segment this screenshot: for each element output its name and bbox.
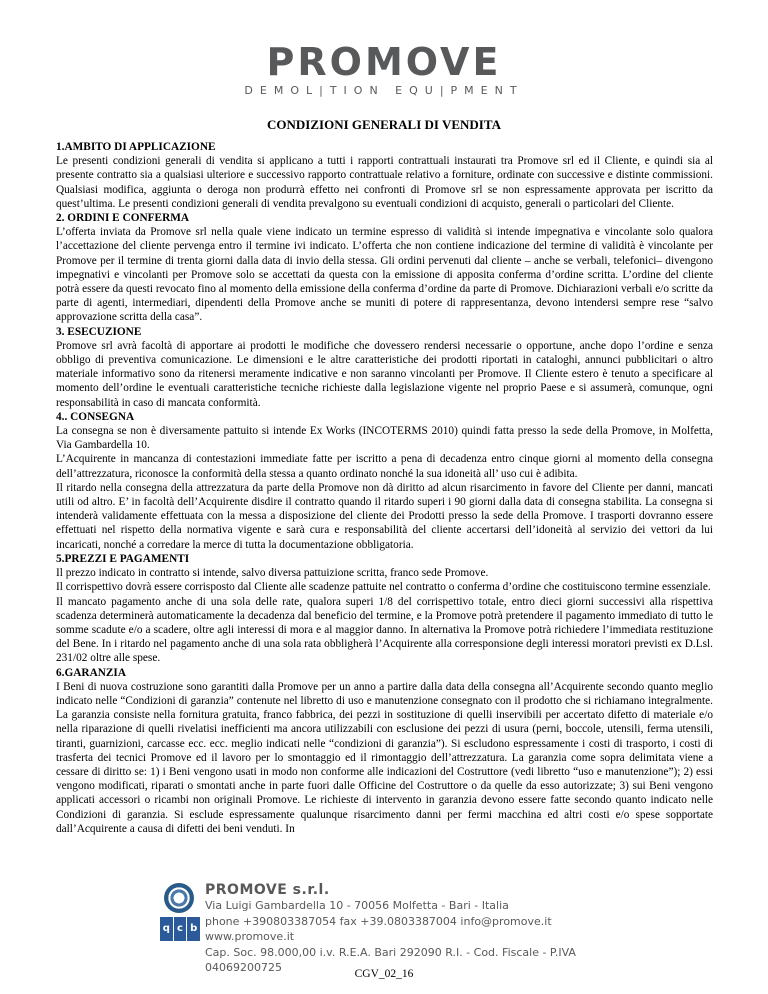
- footer-address: Via Luigi Gambardella 10 - 70056 Molfetta - Bari - Italia: [205, 899, 509, 912]
- qcb-letter: c: [174, 917, 187, 941]
- section-paragraph: Il prezzo indicato in contratto si intende, salvo diversa pattuizione scritta, franco sede Promove.: [56, 567, 489, 580]
- section-garanzia: [56, 666, 713, 836]
- section-paragraph: Il corrispettivo dovrà essere corrisposto dal Cliente alle scadenze pattuite nel contratto o conferma d’ordine che costituiscono termine essenziale.: [56, 581, 711, 594]
- section-heading: 1.AMBITO DI APPLICAZIONE: [56, 141, 216, 153]
- section-consegna: [56, 410, 713, 552]
- footer-legal-info: Cap. Soc. 98.000,00 i.v. R.E.A. Bari 292090 R.I. - Cod. Fiscale - P.IVA 04069200725: [205, 945, 576, 974]
- section-paragraph: L’offerta inviata da Promove srl nella quale viene indicato un termine espresso di validità si intende impegnativa e vincolante solo qualora l’accettazione del cliente pervenga entro il termine ivi indicato. L’offerta che non contiene indicazione del termine di validità è vincolante per Promove per il termine di trenta giorni dalla data di invio della stessa. Gli ordini pervenuti dal cliente – anche se verbali, telefonici– divengono impegnativi e vincolanti per Promove solo se accettati da questa con la emissione di apposita conferma d’ordine scritta. L’ordine del cliente potrà essere da questi revocato fino al momento della emissione della conferma d’ordine da parte di Promove. Dichiarazioni verbali e/o scritte da parte di agenti, intermediari, dipendenti della Promove anche se muniti di potere di rappresentanza, devono intendersi sempre rese “salvo approvazione scritta della casa”.: [56, 226, 713, 324]
- qcb-letter: q: [160, 917, 173, 941]
- section-paragraph: L’Acquirente in mancanza di contestazioni immediate fatte per iscritto a pena di decadenza entro cinque giorni al momento della consegna dell’attrezzatura, riconosce la conformità della stessa a quanto ordinato nonché la sua idoneità all’ uso cui è adibita.: [56, 453, 713, 480]
- qcb-letter: b: [187, 917, 200, 941]
- section-paragraph: I Beni di nuova costruzione sono garantiti dalla Promove per un anno a partire dalla data della consegna all’Acquirente secondo quanto meglio indicato nelle “Condizioni di garanzia” contenute nel libretto di uso e manutenzione consegnato con il prodotto che si richiamano integralmente. La garanzia consiste nella fornitura gratuita, franco fabbrica, dei pezzi in sostituzione di quelli inservibili per accertato difetto di materiale e/o nella riparazione di quelli rivelatisi inefficienti ma ancora utilizzabili con esclusione dei pezzi di usura (perni, boccole, utensili, ferma utensili, tiranti, guarnizioni, carcasse ecc. ecc. meglio indicati nelle “condizioni di garanzia”). Si escludono espressamente i costi di trasporto, i costi di trasferta dei tecnici Promove ed il lavoro per lo smontaggio ed il rimontaggio dell’attrezzatura. La garanzia come sopra delimitata viene a cessare di diritto se: 1) i Beni vengono usati in modo non conforme alle indicazioni del Costruttore (vedi libretto “uso e manutenzione”); 2) essi vengono modificati, riparati o smontati anche in parte fuori dalle Officine del Costruttore o da quelle da esso autorizzate; 3) sui Beni vengono applicati accessori o ricambi non originali Promove. Le richieste di intervento in garanzia devono essere fatte secondo quanto indicato nelle Condizioni di garanzia. Si esclude espressamente qualunque risarcimento danni per fermi macchina ed altri costi e/o spese sopportate dall’Acquirente a causa di difetti dei beni venduti. In: [56, 680, 713, 835]
- section-esecuzione: [56, 325, 713, 410]
- section-paragraph: Promove srl avrà facoltà di apportare ai prodotti le modifiche che dovessero rendersi necessarie o opportune, anche dopo l’ordine e senza obbligo di preventiva comunicazione. Le dimensioni e le altre caratteristiche dei prodotti riportati in cataloghi, annunci pubblicitari o altro materiale informativo sono da ritenersi meramente indicative e non saranno vincolanti per Promove. Il Cliente estero è tenuto a specificare al momento dell’ordine le eventuali caratteristiche tecniche richieste dalla legislazione vigente nel proprio Paese e si assumerà, comunque, ogni responsabilità in caso di mancata conformità.: [56, 339, 713, 409]
- section-heading: 2. ORDINI E CONFERMA: [56, 212, 190, 225]
- document-title: CONDIZIONI GENERALI DI VENDITA: [267, 117, 501, 132]
- document-code: CGV_02_16: [354, 968, 414, 980]
- section-prezzi: [56, 552, 713, 666]
- logo-tagline: DEMOL|TION EQU|PMENT: [244, 84, 524, 97]
- footer-company-name: PROMOVE s.r.l.: [205, 882, 330, 898]
- section-paragraph: La consegna se non è diversamente pattuito si intende Ex Works (INCOTERMS 2010) quindi fatta presso la sede della Promove, in Molfetta, Via Gambardella 10.: [56, 425, 713, 452]
- document-body: [56, 140, 713, 836]
- certification-seal-icon: [164, 883, 194, 913]
- section-paragraph: Il mancato pagamento anche di una sola delle rate, qualora superi 1/8 del corrispettivo totale, entro dieci giorni successivi alla rispettiva scadenza determinerà automaticamente la decadenza dal beneficio del termine, e la Promove potrà pretendere il pagamento immediato di tutto le somme scadute e/o a scadere, oltre agli interessi di mora e al maggior danno. In alternativa la Promove potrà richiedere l’immediata restituzione del Bene. In i ritardo nel pagamento anche di una sola rata obbligherà l’Acquirente alla corresponsione degli interessi moratori previsti ex D.Lsl. 231/02 oltre alle spese.: [56, 595, 713, 665]
- qcb-logo: [160, 917, 200, 941]
- footer-contacts: phone +390803387054 fax +39.0803387004 info@promove.it www.promove.it: [205, 914, 552, 943]
- company-footer: [205, 882, 625, 976]
- section-heading: 6.GARANZIA: [56, 666, 126, 679]
- section-paragraph: Le presenti condizioni generali di vendita si applicano a tutti i rapporti contrattuali instaurati tra Promove srl ed il Cliente, e quindi sia al presente contratto sia a qualsiasi ulteriore e successivo rapporto contrattuale relativo a forniture, ordinate con successive e distinte commissioni. Qualsiasi modifica, aggiunta o deroga non produrrà effetto nei confronti di Promove srl se non espressamente approvata per iscritto da quest’ultima. Le presenti condizioni generali di vendita prevalgono su eventuali condizioni di acquisto, generali o particolari del Cliente.: [56, 155, 713, 210]
- logo-wordmark: PROMOVE: [266, 40, 502, 84]
- section-heading: 3. ESECUZIONE: [56, 325, 142, 338]
- section-ambito: [56, 140, 713, 211]
- certification-logos: [160, 883, 200, 945]
- section-heading: 4.. CONSEGNA: [56, 410, 135, 423]
- section-paragraph: Il ritardo nella consegna della attrezzatura da parte della Promove non dà diritto ad alcun risarcimento in favore del Cliente per danni, mancati utili od altro. E’ in facoltà dell’Acquirente disdire il contratto quando il ritardo superi i 90 giorni dalla data di consegna stabilita. La consegna si intenderà validamente effettuata con la messa a disposizione del cliente dei Prodotti presso la sede della Promove. I trasporti dovranno essere effettuati nel rispetto della normativa vigente e sarà cura e responsabilità del cliente accertarsi dell’idoneità al servizio dei vettori da lui incaricati, nonché a corredare la merce di tutta la documentazione obbligatoria.: [56, 481, 713, 551]
- section-heading: 5.PREZZI E PAGAMENTI: [56, 552, 190, 565]
- section-ordini: [56, 211, 713, 325]
- company-logo: [0, 42, 768, 98]
